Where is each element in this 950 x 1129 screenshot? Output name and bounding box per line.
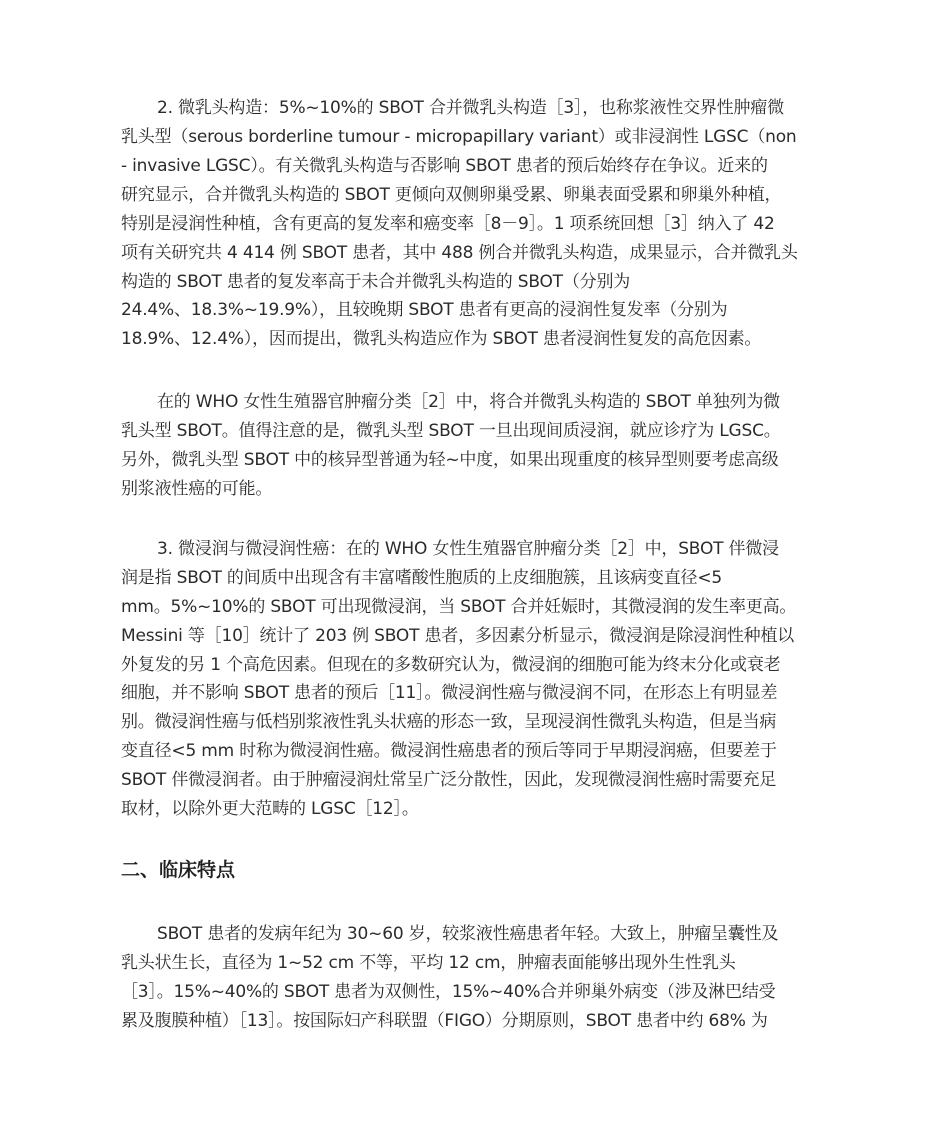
text-line: SBOT 伴微浸润者。由于肿瘤浸润灶常呈广泛分散性，因此，发现微浸润性癌时需要充足: [121, 770, 777, 790]
text-line: 3. 微浸润与微浸润性癌：在的 WHO 女性生殖器官肿瘤分类［2］中，SBOT 伴微浸: [157, 539, 779, 559]
text-line: SBOT 患者的发病年纪为 30~60 岁，较浆液性癌患者年轻。大致上，肿瘤呈囊性及: [157, 924, 779, 944]
text-line: 别。微浸润性癌与低档别浆液性乳头状癌的形态一致，呈现浸润性微乳头构造，但是当病: [121, 712, 777, 732]
text-line: 乳头型（serous borderline tumour - micropapillary variant）或非浸润性 LGSC（non: [121, 127, 797, 147]
text-line: 另外，微乳头型 SBOT 中的核异型普通为轻~中度，如果出现重度的核异型则要考虑高级: [121, 450, 779, 470]
text-line: 项有关研究共 4 414 例 SBOT 患者，其中 488 例合并微乳头构造，成果显示，合并微乳头: [121, 243, 798, 263]
text-line: 别浆液性癌的可能。: [121, 479, 273, 499]
text-line: mm。5%~10%的 SBOT 可出现微浸润，当 SBOT 合并妊娠时，其微浸润的发生率更高。: [121, 597, 797, 617]
text-line: ［3］。15%~40%的 SBOT 患者为双侧性，15%~40%合并卵巢外病变（涉及淋巴结受: [121, 982, 776, 1002]
text-line: Messini 等［10］统计了 203 例 SBOT 患者，多因素分析显示，微浸润是除浸润性种植以: [121, 626, 795, 646]
text-line: 乳头状生长，直径为 1~52 cm 不等，平均 12 cm，肿瘤表面能够出现外生性乳头: [121, 953, 736, 973]
text-line: 细胞，并不影响 SBOT 患者的预后［11］。微浸润性癌与微浸润不同，在形态上有明显差: [121, 683, 778, 703]
text-line: 外复发的另 1 个高危因素。但现在的多数研究认为，微浸润的细胞可能为终末分化或衰老: [121, 655, 781, 675]
text-line: 取材，以除外更大范畴的 LGSC［12］。: [121, 799, 419, 819]
text-line: 特别是浸润性种植，含有更高的复发率和癌变率［8－9］。1 项系统回想［3］纳入了 42: [121, 214, 775, 234]
text-line: - invasive LGSC）。有关微乳头构造与否影响 SBOT 患者的预后始终存在争议。近来的: [121, 156, 768, 176]
text-line: 18.9%、12.4%），因而提出，微乳头构造应作为 SBOT 患者浸润性复发的高危因素。: [121, 329, 762, 349]
text-line: 乳头型 SBOT。值得注意的是，微乳头型 SBOT 一旦出现间质浸润，就应诊疗为 LGSC。: [121, 421, 781, 441]
text-line: 研究显示，合并微乳头构造的 SBOT 更倾向双侧卵巢受累、卵巢表面受累和卵巢外种植，: [121, 185, 782, 205]
text-line: 24.4%、18.3%~19.9%），且较晚期 SBOT 患者有更高的浸润性复发率（分别为: [121, 300, 728, 320]
text-line: 累及腹膜种植）［13］。按国际妇产科联盟（FIGO）分期原则，SBOT 患者中约 68% 为: [121, 1011, 768, 1031]
section-heading: 二、临床特点: [121, 859, 236, 881]
text-line: 在的 WHO 女性生殖器官肿瘤分类［2］中，将合并微乳头构造的 SBOT 单独列为微: [157, 392, 780, 412]
text-line: 变直径<5 mm 时称为微浸润性癌。微浸润性癌患者的预后等同于早期浸润癌，但要差于: [121, 741, 777, 761]
text-line: 润是指 SBOT 的间质中出现含有丰富嗜酸性胞质的上皮细胞簇，且该病变直径<5: [121, 568, 722, 588]
text-line: 构造的 SBOT 患者的复发率高于未合并微乳头构造的 SBOT（分别为: [121, 272, 631, 292]
text-line: 2. 微乳头构造：5%~10%的 SBOT 合并微乳头构造［3］，也称浆液性交界性肿瘤微: [157, 98, 784, 118]
